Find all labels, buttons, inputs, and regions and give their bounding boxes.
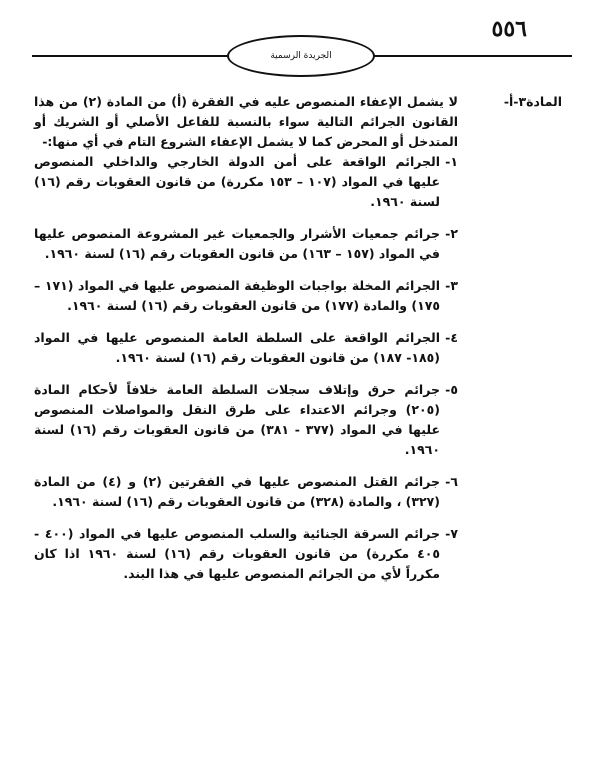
item-number: ٢- <box>445 226 458 241</box>
item-text: جرائم القتل المنصوص عليها في الفقرتين (٢) و (٤) من المادة (٣٢٧) ، والمادة (٣٢٨) من قانون العقوبات رقم (١٦) لسنة ١٩٦٠. <box>34 474 440 509</box>
gazette-header-label: الجريدة الرسمية <box>270 51 332 61</box>
list-item <box>34 472 458 512</box>
item-number: ٧- <box>445 526 458 541</box>
list-item <box>34 224 458 264</box>
header-emblem <box>227 35 375 77</box>
item-text: جرائم جمعيات الأشرار والجمعيات غير المشروعة المنصوص عليها في المواد (١٥٧ – ١٦٣) من قانون العقوبات رقم (١٦) لسنة ١٩٦٠. <box>34 226 440 261</box>
item-number: ١- <box>445 154 458 169</box>
article-intro: لا يشمل الإعفاء المنصوص عليه في الفقرة (أ) من المادة (٢) من هذا القانون الجرائم التالية سواء بالنسبة للفاعل الأصلي أو الشريك أو المتدخل أو المحرض كما لا يشمل الإعفاء الشروع التام في أي منها:- <box>34 94 458 149</box>
list-item <box>34 152 458 212</box>
item-number: ٣- <box>445 278 458 293</box>
item-text: جرائم حرق وإتلاف سجلات السلطة العامة خلافاً لأحكام المادة (٢٠٥) وجرائم الاعتداء على طرق النقل والمواصلات المنصوص عليها في المواد (٣٧٧ - ٣٨١) من قانون العقوبات رقم (١٦) لسنة ١٩٦٠. <box>34 382 441 457</box>
item-number: ٦- <box>445 474 458 489</box>
list-item <box>34 276 458 316</box>
page-number: ٥٥٦ <box>491 16 527 42</box>
article-content <box>34 92 562 584</box>
item-number: ٥- <box>445 382 458 397</box>
article-label: المادة٣-أ- <box>503 94 562 109</box>
item-text: الجرائم الواقعة على السلطة العامة المنصوص عليها في المواد (١٨٥- ١٨٧) من قانون العقوبات رقم (١٦) لسنة ١٩٦٠. <box>34 330 440 365</box>
item-text: الجرائم المخلة بواجبات الوظيفة المنصوص عليها في المواد (١٧١ – ١٧٥) والمادة (١٧٧) من قانون العقوبات رقم (١٦) لسنة ١٩٦٠. <box>34 278 440 313</box>
item-number: ٤- <box>445 330 458 345</box>
article-block <box>34 92 562 584</box>
item-text: جرائم السرقة الجنائية والسلب المنصوص عليها في المواد (٤٠٠ - ٤٠٥ مكررة) من قانون العقوبات رقم (١٦) لسنة ١٩٦٠ اذا كان مكرراً لأي من الجرائم المنصوص عليها في هذا البند. <box>34 526 441 581</box>
list-item <box>34 328 458 368</box>
list-item <box>34 524 458 584</box>
list-item <box>34 380 458 460</box>
item-text: الجرائم الواقعة على أمن الدولة الخارجي والداخلي المنصوص عليها في المواد (١٠٧ – ١٥٣ مكررة) من قانون العقوبات رقم (١٦) لسنة ١٩٦٠. <box>34 154 440 209</box>
